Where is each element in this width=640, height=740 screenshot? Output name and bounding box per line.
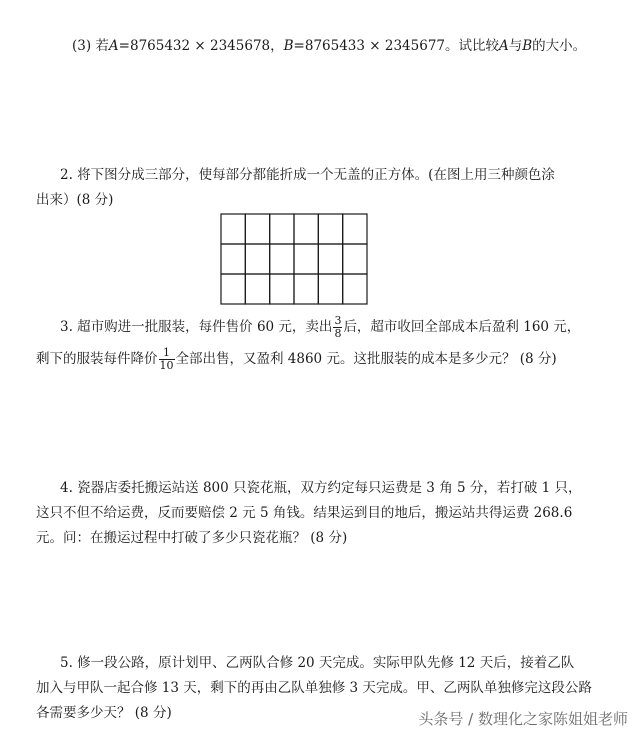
- grid-cell: [294, 244, 318, 274]
- grid-cell: [294, 214, 318, 244]
- q5-line-3: 各需要多少天？ (8 分): [36, 705, 172, 721]
- fraction-three-eighths: $\frac{3}{8}$: [334, 314, 342, 340]
- grid-cell: [245, 244, 269, 274]
- q5-line-1: 5. 修一段公路，原计划甲、乙两队合修 20 天完成。实际甲队先修 12 天后，接着乙队: [60, 655, 575, 671]
- q3-line-2: 剩下的服装每件降价 $\frac{1}{10}$ 全部出售，又盈利 4860 元。这批服装的成本是多少元？ (8 分): [36, 346, 557, 372]
- grid-cell: [270, 244, 294, 274]
- grid-cell: [221, 244, 245, 274]
- q4-line-2: 这只不但不给运费，反而要赔偿 2 元 5 角钱。结果运到目的地后，搬运站共得运费 268.6: [36, 505, 573, 521]
- grid-cell: [343, 244, 367, 274]
- grid-cell: [318, 244, 342, 274]
- q3-line-1: 3. 超市购进一批服装，每件售价 60 元，卖出 $\frac{3}{8}$ 后，超市收回全部成本后盈利 160 元，: [60, 314, 581, 340]
- fraction-one-tenth: $\frac{1}{10}$: [159, 346, 174, 372]
- grid-cell: [270, 274, 294, 304]
- square-grid-figure: [220, 213, 368, 305]
- q4-line-3: 元。问：在搬运过程中打破了多少只瓷花瓶？ (8 分): [36, 530, 348, 546]
- q2-line-2: 出来）(8 分): [36, 192, 114, 208]
- grid-cell: [221, 274, 245, 304]
- grid-cell: [318, 214, 342, 244]
- grid-cell: [245, 214, 269, 244]
- q2-line-1: 2. 将下图分成三部分，使每部分都能折成一个无盖的正方体。(在图上用三种颜色涂: [60, 167, 555, 183]
- grid-cell: [245, 274, 269, 304]
- grid-cell: [318, 274, 342, 304]
- grid-cell: [270, 214, 294, 244]
- watermark: 头条号 / 数理化之家陈姐姐老师: [418, 710, 628, 728]
- q5-line-2: 加入与甲队一起合修 13 天，剩下的再由乙队单独修 3 天完成。甲、乙两队单独修完这段公路: [36, 680, 592, 696]
- grid-cell: [221, 214, 245, 244]
- grid-cell: [343, 214, 367, 244]
- grid-cell: [294, 274, 318, 304]
- q4-line-1: 4. 瓷器店委托搬运站送 800 只瓷花瓶，双方约定每只运费是 3 角 5 分，若打破 1 只，: [60, 480, 582, 496]
- q1-3-line: (3) 若A=8765432 × 2345678，B=8765433 × 2345677。试比较A与B的大小。: [72, 38, 587, 54]
- grid-cell: [343, 274, 367, 304]
